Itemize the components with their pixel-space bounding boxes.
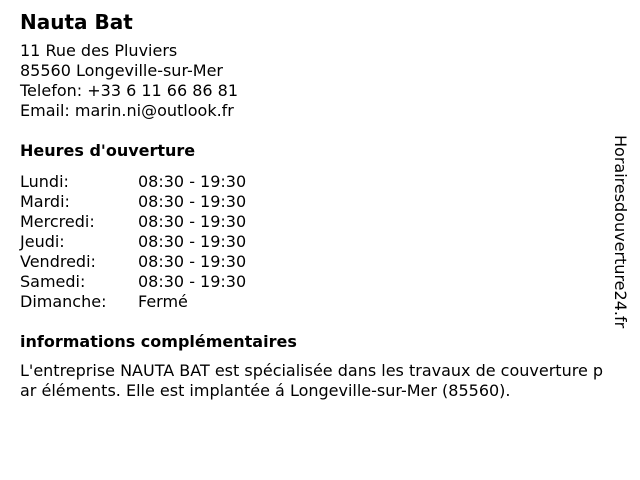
hours-row-tuesday [20, 192, 620, 212]
hours-row-monday [20, 172, 620, 192]
hours-row-sunday [20, 292, 620, 312]
address-block [20, 41, 620, 121]
hours-day: Dimanche: [20, 292, 107, 311]
hours-row-thursday [20, 232, 620, 252]
hours-time: 08:30 - 19:30 [138, 192, 247, 211]
hours-day: Samedi: [20, 272, 86, 291]
address-city: 85560 Longeville-sur-Mer [20, 61, 223, 80]
business-card [20, 10, 620, 401]
address-email: Email: marin.ni@outlook.fr [20, 101, 234, 120]
hours-day: Vendredi: [20, 252, 96, 271]
hours-day: Mercredi: [20, 212, 95, 231]
hours-row-friday [20, 252, 620, 272]
hours-day: Mardi: [20, 192, 70, 211]
hours-time: 08:30 - 19:30 [138, 212, 247, 231]
hours-time: 08:30 - 19:30 [138, 232, 247, 251]
address-phone: Telefon: +33 6 11 66 86 81 [20, 81, 239, 100]
hours-day: Lundi: [20, 172, 69, 191]
hours-time: 08:30 - 19:30 [138, 252, 247, 271]
address-street: 11 Rue des Pluviers [20, 41, 178, 60]
more-info-title: informations complémentaires [20, 332, 297, 351]
hours-table [20, 172, 620, 312]
hours-time: Fermé [138, 292, 188, 311]
hours-row-saturday [20, 272, 620, 292]
more-info-text: L'entreprise NAUTA BAT est spécialisée dans les travaux de couverture par éléments. Elle est implantée á Longeville-sur-Mer (85560). [20, 361, 604, 400]
business-name: Nauta Bat [20, 10, 133, 34]
site-watermark: Horairesdouverture24.fr [611, 135, 630, 329]
hours-row-wednesday [20, 212, 620, 232]
hours-time: 08:30 - 19:30 [138, 272, 247, 291]
hours-day: Jeudi: [20, 232, 65, 251]
hours-time: 08:30 - 19:30 [138, 172, 247, 191]
hours-title: Heures d'ouverture [20, 141, 196, 160]
